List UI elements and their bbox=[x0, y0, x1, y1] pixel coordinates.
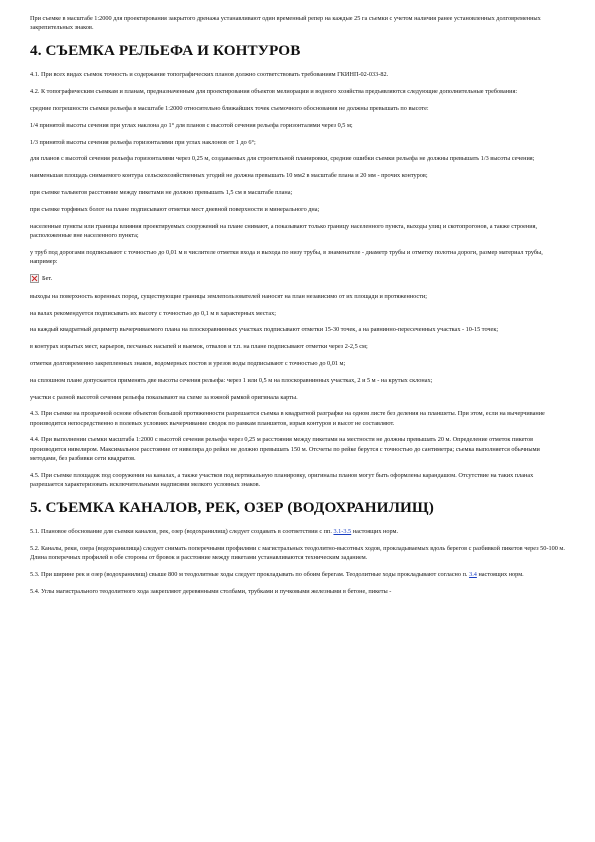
paragraph-text: настоящих норм. bbox=[476, 570, 524, 578]
paragraph: 5.2. Каналы, реки, озера (водохранилища) следует снимать поперечными профилями с магистральных теодолитно-высотных ходов, прокладываемых вдоль берегов с разбивкой пикетов через 50-100 м. Длина поперечных профилей в обе стороны от бровок и расстояние между пикетами устанавливаются техническим заданием. bbox=[30, 544, 565, 561]
paragraph: 4.3. При съемке на прозрачной основе объектов большой протяженности разрешается съемка в квадратной разграфке на одном листе без деления на планшеты. При этом, если на вычерчивание производится непосредственно в полевых условиях вычерчивание сводок по рамкам планшетов, изрыв контуров и высот не составляют. bbox=[30, 410, 545, 427]
paragraph: 4.1. При всех видах съемок точность и содержание топографических планов должно соответствовать требованиям ГКИНП-02-033-82. bbox=[30, 71, 389, 79]
link-3-4[interactable]: 3.4 bbox=[469, 570, 477, 578]
paragraph: на валах рекомендуется подписывать их высоту с точностью до 0,1 м в характерных местах; bbox=[30, 309, 276, 317]
paragraph bbox=[30, 570, 565, 579]
paragraph: у труб под дорогами подписывают с точностью до 0,01 м в числителе отметки входа и выхода по низу трубы, в знаменателе - диаметр трубы и отметку полотна дороги, размер материал трубы, например: bbox=[30, 248, 543, 265]
paragraph-text: настоящих норм. bbox=[351, 527, 399, 535]
paragraph-text: 5.1. Плановое обоснование для съемки каналов, рек, озер (водохранилищ) следует создавать в соответствии с пп. bbox=[30, 527, 334, 535]
paragraph: средние погрешности съемки рельефа в масштабе 1:2000 относительно ближайших точек съемочного обоснования не должны превышать по высоте: bbox=[30, 105, 429, 112]
broken-image-icon bbox=[30, 274, 39, 283]
paragraph: 5.4. Углы магистрального теодолитного хода закрепляют деревянными столбами, трубками и пучковыми железными в бетоне, пикеты - bbox=[30, 587, 392, 595]
paragraph: 1/4 принятой высоты сечения при углах наклона до 1° для планов с высотой сечения рельефа горизонталями через 0,5 м; bbox=[30, 121, 353, 129]
paragraph: на каждый квадратный дециметр вычерчиваемого плана на плоскоравнинных участках подписывают отметки 15-30 точек, а на равнинно-пересеченных участках - 10-15 точек; bbox=[30, 326, 499, 334]
paragraph: при съемке торфяных болот на плане подписывают отметки мест дневной поверхности и минерального дна; bbox=[30, 205, 320, 213]
paragraph: 4.2. К топографическим съемкам и планам, предназначенным для проектирования объектов мелиорации и водного хозяйства предъявляются следующие дополнительные требования: bbox=[30, 88, 518, 96]
paragraph: 4.4. При выполнении съемки масштаба 1:2000 с высотой сечения рельефа через 0,25 м расстояния между пикетами на местности не должны превышать 20 м. Определение отметок пикетов производится нивелиром. Максимальное расстояние от нивелира до рейки не должно превышать 150 м. Отсчеты по рейке берутся с точностью до сантиметра; съемка выполняется обычными методами, без разбивки сети квадратов. bbox=[30, 436, 540, 462]
paragraph: участки с разной высотой сечения рельефа показывают на схеме за южной рамкой оригинала карты. bbox=[30, 393, 298, 401]
formula-image-line bbox=[30, 274, 565, 283]
paragraph: 4.5. При съемке площадок под сооружения на каналах, а также участков под вертикальную планировку, оригиналы планов могут быть оформлены карандашом. Отсутствие на таких планах разрешается характеризовать исключительными надписями мелкого условных знаков. bbox=[30, 471, 534, 488]
intro-paragraph: При съемке в масштабе 1:2000 для проектирования закрытого дренажа устанавливают один временный репер на каждые 25 га съемки с учетом наличия ранее установленных долговременных закрепительных знаков. bbox=[30, 15, 541, 32]
link-3-1-3-5[interactable]: 3.1-3.5 bbox=[333, 527, 352, 535]
paragraph: отметки долговременно закрепленных знаков, водомерных постов и урезов воды подписывают с точностью до 0,01 м; bbox=[30, 359, 346, 367]
section-5-heading: 5. СЪЕМКА КАНАЛОВ, РЕК, ОЗЕР (ВОДОХРАНИЛИЩ) bbox=[30, 498, 434, 516]
paragraph-text: 5.3. При ширине рек и озер (водохранилищ) свыше 800 м теодолитные ходы следует прокладывать по обоим берегам. Теодолитные ходы прокладывают согласно п. bbox=[30, 570, 470, 578]
section-4-heading: 4. СЪЕМКА РЕЛЬЕФА И КОНТУРОВ bbox=[30, 42, 301, 60]
paragraph: 1/3 принятой высоты сечения рельефа горизонталями при углах наклонов от 1 до 6°; bbox=[30, 138, 256, 146]
paragraph: на сплошном плане допускается применять две высоты сечения рельефа: через 1 или 0,5 м на плоскоравнинных участках, 2 и 5 м - на крутых склонах; bbox=[30, 376, 433, 384]
paragraph: наименьшая площадь снимаемого контура сельскохозяйственных угодий не должна превышать 10 мм2 в масштабе плана и 20 мм - прочих контуров; bbox=[30, 172, 428, 180]
paragraph: для планов с высотой сечения рельефа горизонталями через 0,25 м, создаваемых для строительной планировки, средние ошибки съемки рельефа не должны превышать 1/3 высоты сечения; bbox=[30, 155, 535, 163]
paragraph: населенные пункты или границы влияния проектируемых сооружений на плане снимают, а показывают только границу населенного пункта, выходы улиц и скотопрогонов, а также строения, расположенные вне населенного пункта; bbox=[30, 222, 538, 239]
paragraph: при съемке тальвегов расстояние между пикетами не должно превышать 1,5 см в масштабе плана; bbox=[30, 188, 293, 196]
paragraph bbox=[30, 527, 565, 536]
paragraph: в контурах изрытых мест, карьеров, песчаных насыпей и выемок, отвалов и т.п. на плане подписывают отметки через 2-2,5 см; bbox=[30, 343, 368, 351]
image-caption: Бет. bbox=[42, 274, 53, 282]
paragraph: выходы на поверхность коренных пород, существующие границы землепользователей наносят на план независимо от их площади и протяженности; bbox=[30, 292, 428, 300]
